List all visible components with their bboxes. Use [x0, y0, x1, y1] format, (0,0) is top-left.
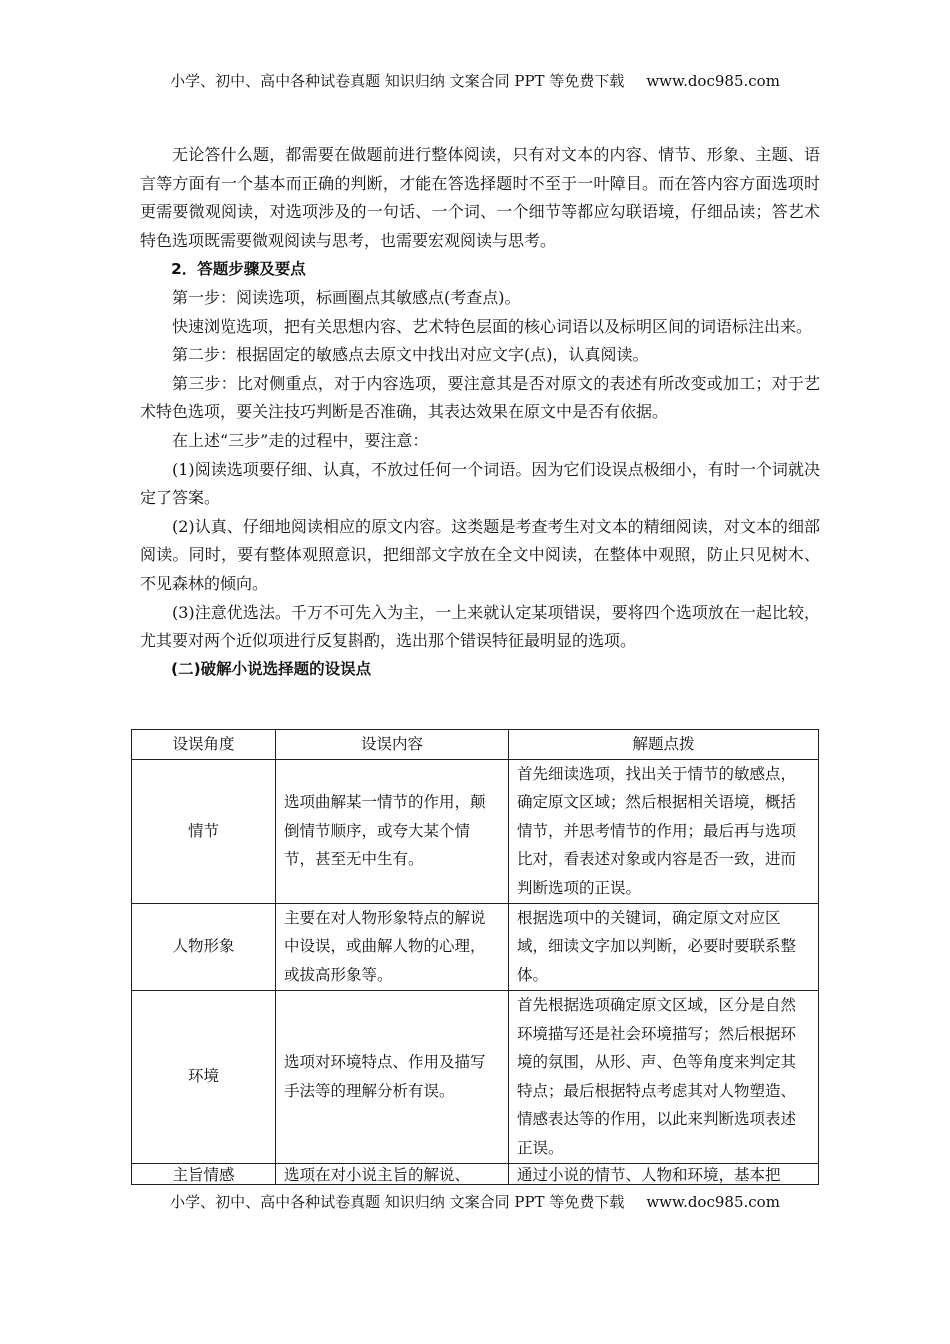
table-header-cell: 设误内容 [276, 730, 509, 760]
table-row [132, 990, 819, 1163]
table-cell-tip: 根据选项中的关键词，确定原文对应区域，细读文字加以判断，必要时要联系整体。 [509, 903, 819, 990]
table-cell-content [276, 1163, 509, 1184]
footer-url[interactable]: www.doc985.com [646, 1193, 780, 1211]
table-cell-angle: 人物形象 [132, 903, 276, 990]
page-footer [0, 1191, 950, 1212]
section-heading-steps: 2．答题步骤及要点 [171, 260, 306, 279]
section-heading-table: (二)破解小说选择题的设误点 [171, 659, 372, 678]
paragraph-step1: 第一步：阅读选项，标画圈点其敏感点(考查点)。 [172, 287, 521, 307]
main-content [140, 141, 820, 683]
table-cell-tip: 首先根据选项确定原文区域，区分是自然环境描写还是社会环境描写；然后根据环境的氛围，从形、声、色等角度来判定其特点；最后根据特点考虑其对人物塑造、情感表达等的作用，以此来判断选项表述正误。 [509, 990, 819, 1163]
table-header-cell: 设误角度 [132, 730, 276, 760]
table-cell-tip: 首先细读选项，找出关于情节的敏感点，确定原文区域；然后根据相关语境，概括情节，并思考情节的作用；最后再与选项比对，看表述对象或内容是否一致，进而判断选项的正误。 [509, 759, 819, 903]
table-row [132, 759, 819, 903]
table-cell-tip [509, 1163, 819, 1184]
table-cell-content: 选项对环境特点、作用及描写手法等的理解分析有误。 [276, 990, 509, 1163]
paragraph-note1: (1)阅读选项要仔细、认真，不放过任何一个词语。因为它们设误点极细小，有时一个词就决定了答案。 [140, 459, 820, 508]
table-cell-angle [132, 1163, 276, 1184]
error-points-table [131, 729, 819, 1185]
header-text: 小学、初中、高中各种试卷真题 知识归纳 文案合同 PPT 等免费下载 [170, 72, 625, 90]
table-cell-angle: 情节 [132, 759, 276, 903]
paragraph-note2: (2)认真、仔细地阅读相应的原文内容。这类题是考查考生对文本的精细阅读，对文本的细部阅读。同时，要有整体观照意识，把细部文字放在全文中阅读，在整体中观照，防止只见树木、不见森林的倾向。 [140, 516, 820, 593]
paragraph-note3: (3)注意优选法。千万不可先入为主，一上来就认定某项错误，要将四个选项放在一起比较，尤其要对两个近似项进行反复斟酌，选出那个错误特征最明显的选项。 [140, 602, 820, 651]
paragraph-intro: 无论答什么题，都需要在做题前进行整体阅读，只有对文本的内容、情节、形象、主题、语言等方面有一个基本而正确的判断，才能在答选择题时不至于一叶障目。而在答内容方面选项时更需要微观阅读，对选项涉及的一句话、一个词、一个细节等都应勾联语境，仔细品读；答艺术特色选项既需要微观阅读与思考，也需要宏观阅读与思考。 [140, 145, 820, 250]
table-header-row [132, 730, 819, 760]
table-cell-angle-text: 主旨情感 [172, 1165, 235, 1184]
table-cell-content-text: 选项在对小说主旨的解说、 [284, 1165, 471, 1184]
paragraph-step2: 第二步：根据固定的敏感点去原文中找出对应文字(点)，认真阅读。 [172, 345, 649, 365]
table-cell-content: 选项曲解某一情节的作用，颠倒情节顺序，或夸大某个情节，甚至无中生有。 [276, 759, 509, 903]
paragraph-step1-detail: 快速浏览选项，把有关思想内容、艺术特色层面的核心词语以及标明区间的词语标注出来。 [172, 316, 813, 336]
paragraph-notes-intro: 在上述“三步”走的过程中，要注意： [172, 430, 429, 450]
table-row [132, 903, 819, 990]
header-url[interactable]: www.doc985.com [646, 72, 780, 90]
table-cell-content: 主要在对人物形象特点的解说中设误，或曲解人物的心理，或拔高形象等。 [276, 903, 509, 990]
table-cell-angle: 环境 [132, 990, 276, 1163]
table-row [132, 1163, 819, 1184]
table-header-cell: 解题点拨 [509, 730, 819, 760]
paragraph-step3: 第三步：比对侧重点，对于内容选项，要注意其是否对原文的表述有所改变或加工；对于艺术特色选项，要关注技巧判断是否准确，其表达效果在原文中是否有依据。 [140, 373, 820, 422]
footer-text: 小学、初中、高中各种试卷真题 知识归纳 文案合同 PPT 等免费下载 [170, 1193, 625, 1211]
page-header [0, 70, 950, 91]
table-cell-tip-text: 通过小说的情节、人物和环境，基本把 [517, 1165, 781, 1184]
